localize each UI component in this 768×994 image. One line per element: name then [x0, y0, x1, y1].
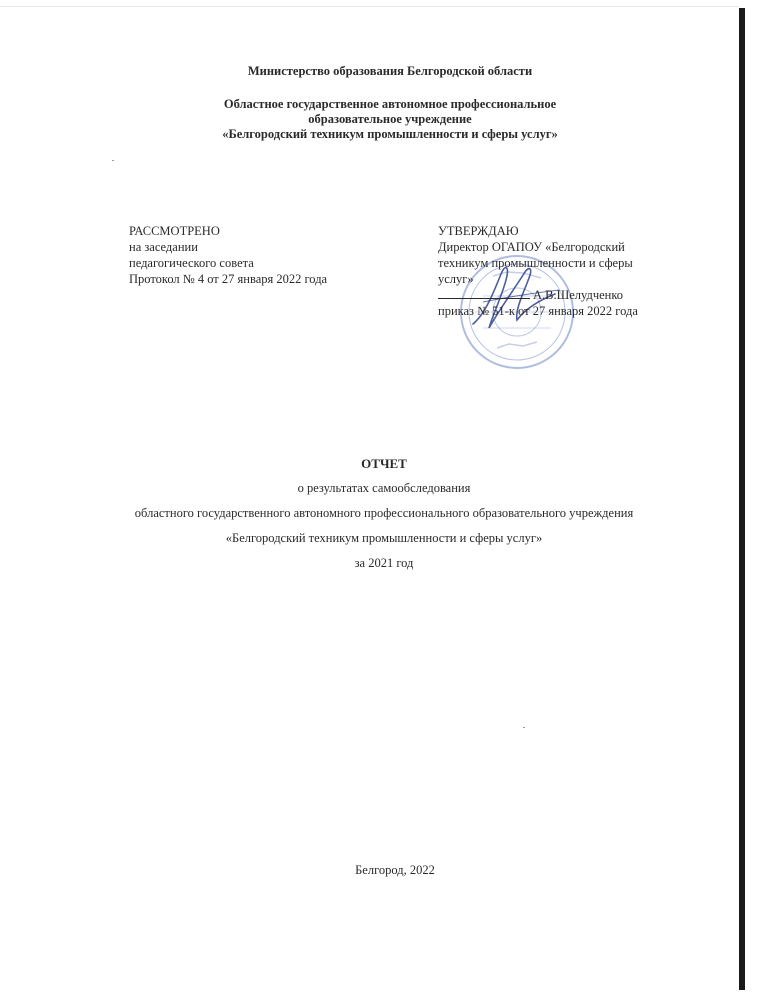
reviewed-block — [129, 223, 327, 287]
approved-line-1: Директор ОГАПОУ «Белгородский — [438, 240, 625, 254]
signatory-name: А.В.Шелудченко — [533, 288, 624, 302]
report-title: ОТЧЕТ — [361, 456, 407, 471]
report-subtitle-3: «Белгородский техникум промышленности и сферы услуг» — [225, 531, 543, 545]
approval-order: приказ № 51-к от 27 января 2022 года — [438, 304, 638, 318]
reviewed-line-1: на заседании — [129, 240, 198, 254]
scan-speck — [112, 160, 114, 161]
approved-line-3: услуг» — [438, 272, 474, 286]
report-period: за 2021 год — [354, 556, 414, 570]
approved-title: УТВЕРЖДАЮ — [438, 224, 519, 238]
scan-speck — [523, 727, 525, 728]
institution-line-3: «Белгородский техникум промышленности и сферы услуг» — [222, 127, 558, 141]
reviewed-line-2: педагогического совета — [129, 256, 254, 270]
approved-line-2: техникум промышленности и сферы — [438, 256, 633, 270]
reviewed-title: РАССМОТРЕНО — [129, 224, 220, 238]
signature-line — [438, 287, 688, 303]
city-year: Белгород, 2022 — [355, 863, 435, 877]
institution-line-2: образовательное учреждение — [308, 112, 472, 126]
report-subtitle-1: о результатах самообследования — [297, 481, 471, 495]
signature-blank — [438, 287, 530, 299]
scan-top-edge — [0, 6, 739, 7]
approved-block — [438, 223, 688, 319]
institution-line-1: Областное государственное автономное профессиональное — [223, 97, 557, 111]
report-subtitle-2: областного государственного автономного профессионального образовательного учреждения — [134, 506, 634, 520]
reviewed-protocol: Протокол № 4 от 27 января 2022 года — [129, 272, 328, 286]
scan-right-edge — [739, 8, 745, 990]
ministry-heading: Министерство образования Белгородской области — [247, 64, 533, 78]
